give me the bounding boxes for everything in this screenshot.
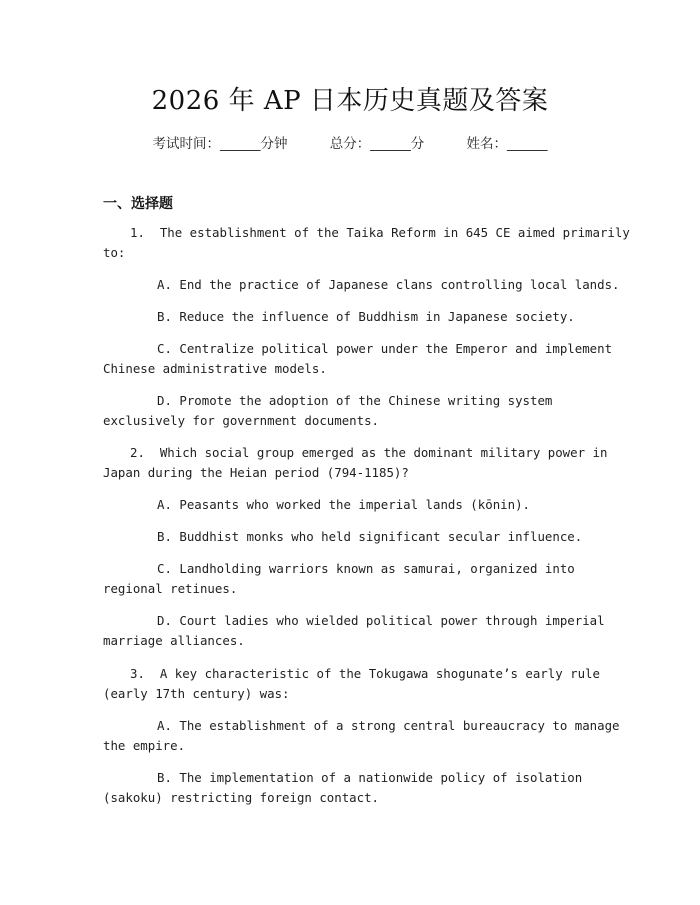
question-1-option-c: C. Centralize political power under the Emperor and implement bbox=[157, 341, 613, 356]
question-1-option-a: A. End the practice of Japanese clans controlling local lands. bbox=[157, 277, 620, 292]
question-2-option-b: B. Buddhist monks who held significant secular influence. bbox=[157, 529, 583, 544]
page-title: 2026 年 AP 日本历史真题及答案 bbox=[151, 86, 549, 116]
section-heading: 一、选择题 bbox=[103, 196, 173, 212]
question-2-option-d: D. Court ladies who wielded political power through imperial bbox=[157, 613, 605, 628]
question-1-option-c-cont: Chinese administrative models. bbox=[103, 361, 327, 376]
question-2-stem-line1: 2. Which social group emerged as the dominant military power in bbox=[130, 445, 608, 460]
student-name-field: 姓名：______ bbox=[466, 136, 548, 152]
question-1-stem-line2: to: bbox=[103, 245, 126, 260]
exam-meta bbox=[0, 132, 700, 152]
question-2-option-c-cont: regional retinues. bbox=[103, 581, 238, 596]
question-3-option-a-cont: the empire. bbox=[103, 738, 186, 753]
question-3-stem-line2: (early 17th century) was: bbox=[103, 686, 290, 701]
exam-time-field: 考试时间：______分钟 bbox=[152, 136, 288, 152]
question-3-option-b: B. The implementation of a nationwide policy of isolation bbox=[157, 770, 583, 785]
question-2-stem-line2: Japan during the Heian period (794-1185)? bbox=[103, 465, 409, 480]
question-1-option-d-cont: exclusively for government documents. bbox=[103, 413, 380, 428]
question-1-option-b: B. Reduce the influence of Buddhism in Japanese society. bbox=[157, 309, 575, 324]
question-2-option-d-cont: marriage alliances. bbox=[103, 633, 245, 648]
question-3-option-b-cont: (sakoku) restricting foreign contact. bbox=[103, 790, 380, 805]
question-2-option-c: C. Landholding warriors known as samurai, organized into bbox=[157, 561, 575, 576]
question-1-stem-line1: 1. The establishment of the Taika Reform in 645 CE aimed primarily bbox=[130, 225, 630, 240]
question-1-option-d: D. Promote the adoption of the Chinese writing system bbox=[157, 393, 553, 408]
question-3-stem-line1: 3. A key characteristic of the Tokugawa shogunate’s early rule bbox=[130, 666, 600, 681]
question-2-option-a: A. Peasants who worked the imperial lands (kōnin). bbox=[157, 497, 530, 512]
total-score-field: 总分：______分 bbox=[329, 136, 425, 152]
question-3-option-a: A. The establishment of a strong central bureaucracy to manage bbox=[157, 718, 620, 733]
